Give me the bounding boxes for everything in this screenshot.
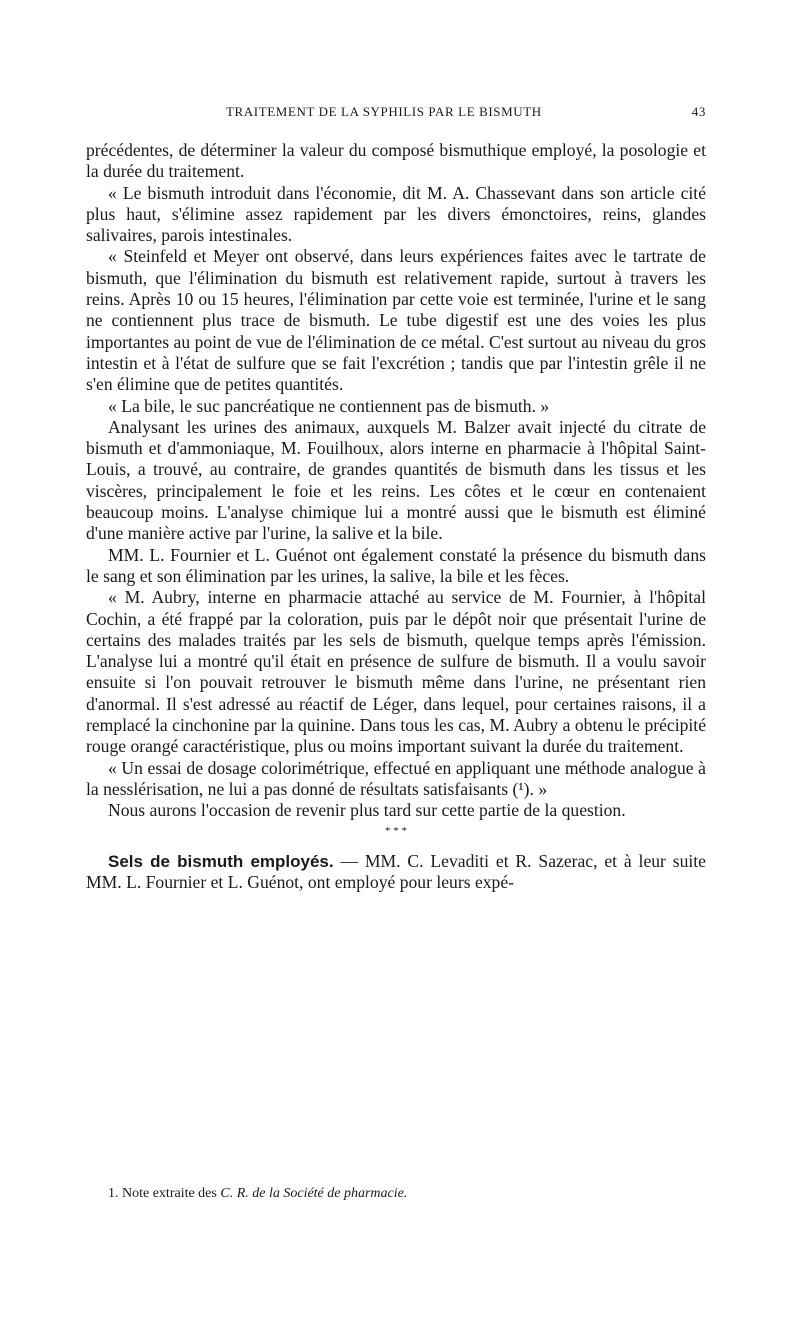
paragraph: Nous aurons l'occasion de revenir plus tard sur cette partie de la question.: [108, 800, 626, 821]
footnote-text: Note extraite des: [122, 1186, 217, 1201]
paragraph: « Le bismuth introduit dans l'économie, dit M. A. Chassevant dans son article cité plus haut, s'élimine assez rapidement par les divers émonctoires, reins, glandes salivaires, parois intestinales.: [86, 182, 706, 246]
paragraph: « M. Aubry, interne en pharmacie attaché au service de M. Fournier, à l'hôpital Cochin, a été frappé par la coloration, puis par le dépôt noir que présentait l'urine de certains des malades traités par les sels de bismuth, quelque temps après l'émission. L'analyse lui a montré qu'il était en présence de sulfure de bismuth. Il a voulu savoir ensuite si l'on pouvait retrouver le bismuth même dans l'urine, ne présentant rien d'anormal. Il s'est adressé au réactif de Léger, dans lequel, pour certaines raisons, il a remplacé la cinchonine par la quinine. Dans tous les cas, M. Aubry a obtenu le précipité rouge orangé caractéristique, plus ou moins important suivant la durée du traitement.: [86, 587, 706, 757]
paragraph: « Steinfeld et Meyer ont observé, dans leurs expériences faites avec le tartrate de bismuth, que l'élimination du bismuth est relativement rapide, surtout à travers les reins. Après 10 ou 15 heures, l'élimination par cette voie est terminée, l'urine et le sang ne contiennent plus trace de bismuth. Le tube digestif est une des voies les plus importantes au point de vue de l'élimination de ce métal. C'est surtout au niveau du gros intestin et à l'état de sulfure que se fait l'excrétion ; tandis que par l'intestin grêle il ne s'en élimine que de petites quantités.: [86, 246, 706, 395]
running-head: [86, 104, 706, 124]
paragraph: précédentes, de déterminer la valeur du composé bismuthique employé, la posologie et la durée du traitement.: [86, 140, 706, 182]
footnote-label: 1.: [108, 1186, 119, 1201]
paragraph: « La bile, le suc pancréatique ne contiennent pas de bismuth. »: [108, 395, 550, 416]
paragraph: « Un essai de dosage colorimétrique, effectué en appliquant une méthode analogue à la nesslérisation, ne lui a pas donné de résultats satisfaisants (¹). »: [86, 757, 706, 799]
paragraph: Analysant les urines des animaux, auxquels M. Balzer avait injecté du citrate de bismuth et d'ammoniaque, M. Fouilhoux, alors interne en pharmacie à l'hôpital Saint-Louis, a trouvé, au contraire, de grandes quantités de bismuth dans les tissus et les viscères, principalement le foie et les reins. Les côtes et le cœur en contenaient beaucoup moins. L'analyse chimique lui a montré aussi que le bismuth est éliminé d'une manière active par l'urine, la salive et la bile.: [86, 416, 706, 544]
running-title: TRAITEMENT DE LA SYPHILIS PAR LE BISMUTH: [226, 104, 542, 119]
footnote: [86, 1185, 706, 1203]
section-separator: * * *: [385, 824, 407, 837]
section-text: — MM. C. Levaditi et R. Sazerac, et à leur suite MM. L. Fournier et L. Guénot, ont employé pour leurs expé-: [86, 850, 706, 892]
section-heading: Sels de bismuth employés.: [108, 851, 334, 871]
section-paragraph: [86, 851, 706, 894]
footnote-source: C. R. de la Société de pharmacie.: [220, 1186, 408, 1201]
body-text: [86, 140, 706, 893]
page-number: 43: [691, 104, 706, 119]
paragraph: MM. L. Fournier et L. Guénot ont également constaté la présence du bismuth dans le sang et son élimination par les urines, la salive, la bile et les fèces.: [86, 544, 706, 586]
